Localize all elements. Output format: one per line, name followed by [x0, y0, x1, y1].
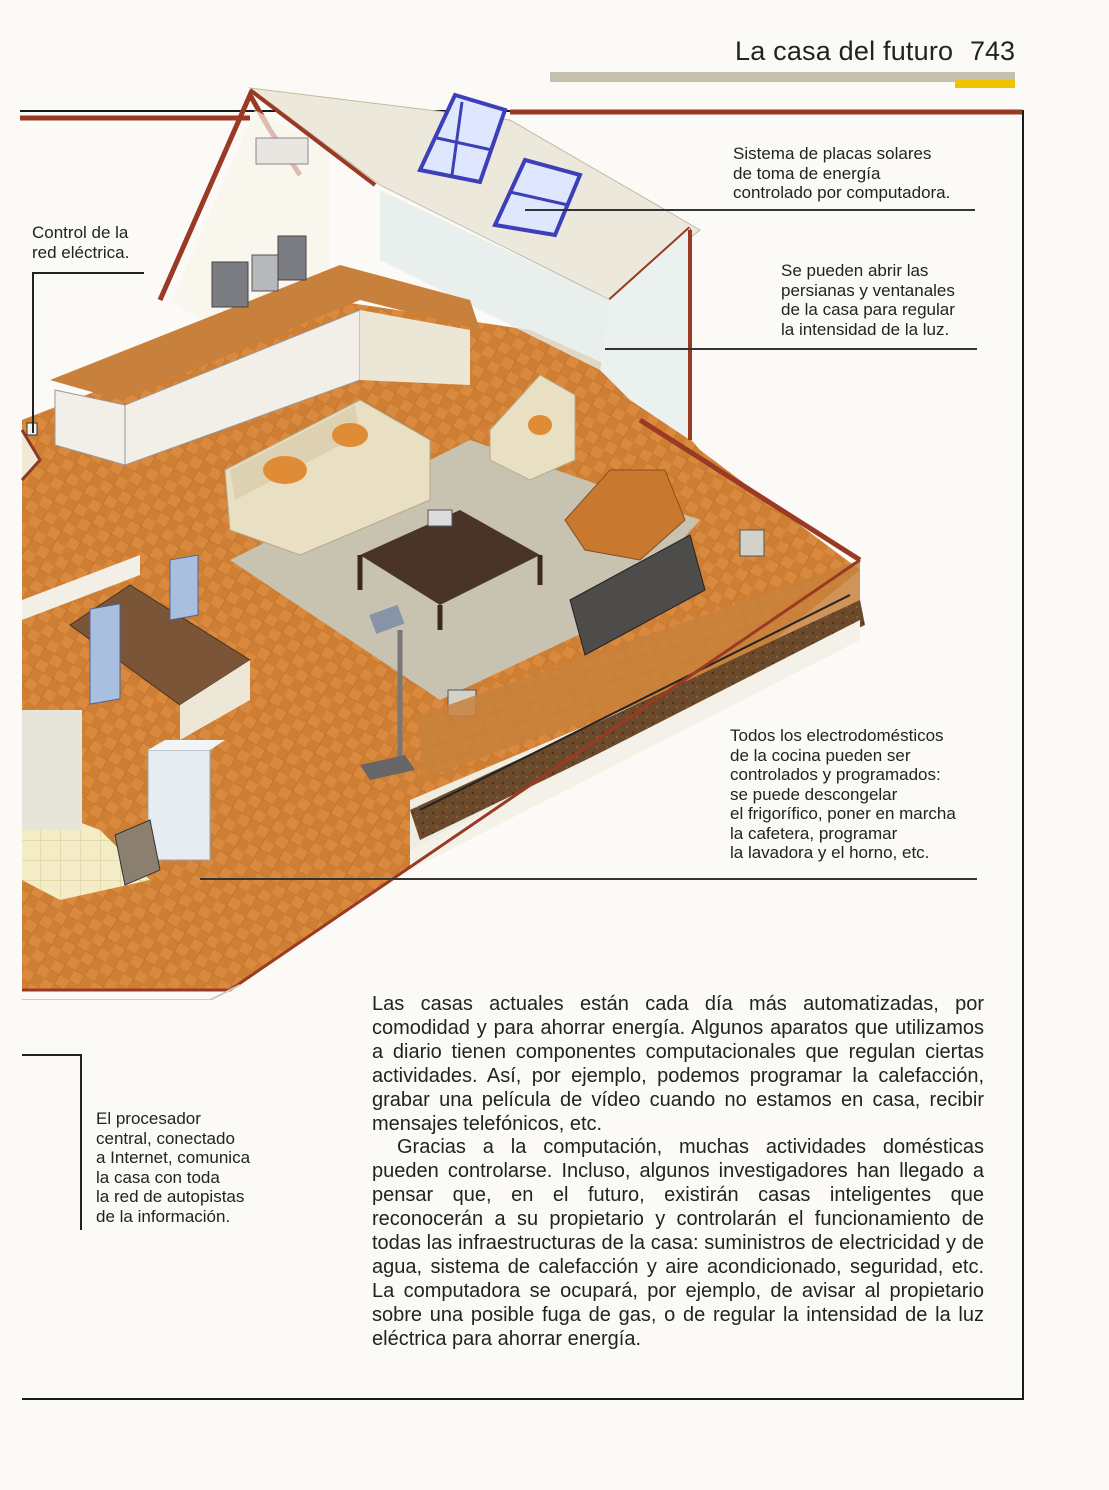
callout-control-line: red eléctrica.	[32, 242, 130, 262]
callout-control-line: Control de la	[32, 223, 129, 242]
callout-appliances-line: la cafetera, programar	[730, 823, 898, 843]
callout-solar-leader	[525, 209, 975, 211]
callout-control	[32, 223, 129, 262]
callout-processor-line: central, conectado	[96, 1128, 235, 1148]
callout-control-leader	[32, 272, 144, 274]
callout-appliances	[730, 726, 956, 863]
callout-blinds-line: persianas y ventanales	[781, 280, 955, 300]
callout-appliances-line: controlados y programados:	[730, 765, 941, 784]
body-paragraph-2: Gracias a la computación, muchas actividades domésticas pueden controlarse. Incluso, algunos investigadores han llegado a pensar que, en el futuro, existirán casas inteligentes que reconocerán a su propietario y controlarán el funcionamiento de todas las infraestructuras de la casa: suministros de electricidad y de agua, sistema de calefacción y aire acondicionado, seguridad, etc. La computadora se ocupará, por ejemplo, de avisar al propietario sobre una posible fuga de gas, o de regular la intensidad de la luz eléctrica para ahorrar energía.	[372, 1136, 984, 1350]
callout-control-leader-vertical	[32, 273, 34, 433]
callout-appliances-line: se puede descongelar	[730, 784, 898, 804]
callout-solar	[733, 144, 950, 203]
callout-processor-line: la casa con toda	[96, 1167, 220, 1187]
callout-blinds-line: de la casa para regular	[781, 300, 955, 319]
callout-blinds	[781, 261, 955, 339]
frame-bottom-border	[22, 1398, 1024, 1400]
callout-processor-line: de la información.	[96, 1206, 231, 1226]
callout-solar-line: Sistema de placas solares	[733, 144, 932, 163]
callout-appliances-line: la lavadora y el horno, etc.	[730, 843, 930, 862]
callout-appliances-line: el frigorífico, poner en marcha	[730, 804, 956, 823]
callout-blinds-line: la intensidad de la luz.	[781, 319, 950, 339]
page-title: La casa del futuro	[735, 36, 954, 66]
body-paragraph-1: Las casas actuales están cada día más automatizadas, por comodidad y para ahorrar energía. Algunos aparatos que utilizamos a diario tienen componentes computacionales que regulan ciertas actividades. Así, por ejemplo, podemos programar la calefacción, grabar una película de vídeo cuando no estamos en casa, recibir mensajes telefónicos, etc.	[372, 993, 984, 1135]
callout-processor-leader	[22, 1054, 82, 1056]
callout-processor-line: El procesador	[96, 1109, 201, 1128]
callout-solar-line: controlado por computadora.	[733, 183, 951, 202]
callout-blinds-leader	[605, 348, 977, 350]
callout-appliances-line: de la cocina pueden ser	[730, 745, 911, 765]
callout-blinds-line: Se pueden abrir las	[781, 261, 929, 280]
callout-appliances-line: Todos los electrodomésticos	[730, 726, 944, 745]
callout-processor-line: a Internet, comunica	[96, 1148, 251, 1167]
callout-processor-line: la red de autopistas	[96, 1187, 245, 1206]
callout-solar-line: de toma de energía	[733, 163, 881, 183]
callout-appliances-leader	[200, 878, 977, 880]
page-number: 743	[970, 36, 1016, 66]
body-text	[372, 993, 984, 1352]
callout-processor-rule	[80, 1055, 82, 1230]
callout-processor	[96, 1109, 250, 1226]
